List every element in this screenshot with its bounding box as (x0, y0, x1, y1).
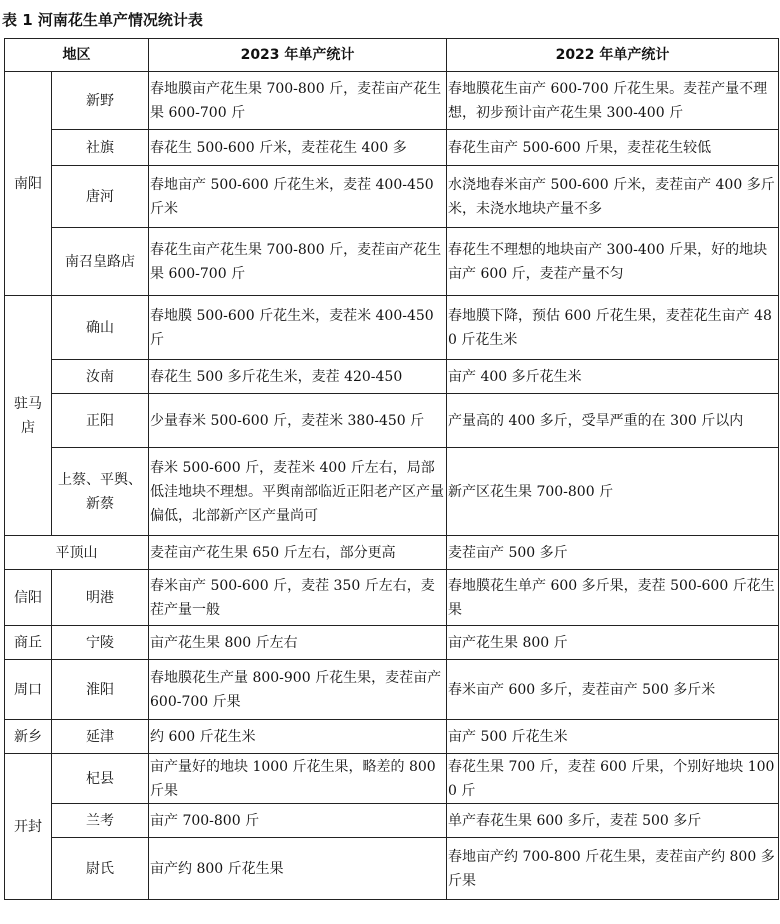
yield-2023-cell: 约 600 斤花生米 (149, 720, 447, 754)
region-cell: 周口 (5, 660, 52, 720)
yield-2023-cell: 春米亩产 500-600 斤，麦茬 350 斤左右，麦茬产量一般 (149, 570, 447, 626)
table-row (5, 360, 779, 394)
yield-2022-cell: 春地亩产约 700-800 斤花生果，麦茬亩产约 800 多斤果 (447, 838, 779, 900)
table-row (5, 394, 779, 448)
yield-2022-cell: 春花生亩产 500-600 斤果，麦茬花生较低 (447, 130, 779, 166)
table-row (5, 536, 779, 570)
table-row (5, 838, 779, 900)
peanut-yield-table (4, 38, 779, 900)
header-2022: 2022 年单产统计 (447, 39, 779, 72)
sub-region-cell: 确山 (52, 296, 149, 360)
sub-region-cell: 唐河 (52, 166, 149, 228)
table-row (5, 754, 779, 804)
sub-region-cell: 上蔡、平舆、新蔡 (52, 448, 149, 536)
sub-region-cell: 汝南 (52, 360, 149, 394)
region-cell: 开封 (5, 754, 52, 900)
yield-2022-cell: 春地膜花生单产 600 多斤果，麦茬 500-600 斤花生果 (447, 570, 779, 626)
table-row (5, 570, 779, 626)
region-cell: 新乡 (5, 720, 52, 754)
header-region: 地区 (5, 39, 149, 72)
yield-2022-cell: 亩产 400 多斤花生米 (447, 360, 779, 394)
sub-region-cell: 尉氏 (52, 838, 149, 900)
table-row (5, 626, 779, 660)
yield-2023-cell: 春地膜花生产量 800-900 斤花生果，麦茬亩产 600-700 斤果 (149, 660, 447, 720)
header-2023: 2023 年单产统计 (149, 39, 447, 72)
table-row (5, 660, 779, 720)
sub-region-cell: 正阳 (52, 394, 149, 448)
region-cell: 驻马店 (5, 296, 52, 536)
yield-2022-cell: 产量高的 400 多斤，受旱严重的在 300 斤以内 (447, 394, 779, 448)
table-row (5, 130, 779, 166)
yield-2023-cell: 春地亩产 500-600 斤花生米，麦茬 400-450 斤米 (149, 166, 447, 228)
yield-2022-cell: 亩产 500 斤花生米 (447, 720, 779, 754)
yield-2022-cell: 春地膜花生亩产 600-700 斤花生果。麦茬产量不理想，初步预计亩产花生果 300-400 斤 (447, 72, 779, 130)
region-cell: 平顶山 (5, 536, 149, 570)
region-cell: 商丘 (5, 626, 52, 660)
region-cell: 信阳 (5, 570, 52, 626)
yield-2022-cell: 春花生果 700 斤，麦茬 600 斤果，个别好地块 1000 斤 (447, 754, 779, 804)
yield-2023-cell: 春地膜 500-600 斤花生米，麦茬米 400-450 斤 (149, 296, 447, 360)
yield-2023-cell: 春花生亩产花生果 700-800 斤，麦茬亩产花生果 600-700 斤 (149, 228, 447, 296)
sub-region-cell: 社旗 (52, 130, 149, 166)
sub-region-cell: 新野 (52, 72, 149, 130)
yield-2023-cell: 亩产花生果 800 斤左右 (149, 626, 447, 660)
table-row (5, 804, 779, 838)
yield-2023-cell: 亩产约 800 斤花生果 (149, 838, 447, 900)
yield-2023-cell: 亩产量好的地块 1000 斤花生果，略差的 800 斤果 (149, 754, 447, 804)
yield-2022-cell: 单产春花生果 600 多斤，麦茬 500 多斤 (447, 804, 779, 838)
sub-region-cell: 明港 (52, 570, 149, 626)
sub-region-cell: 杞县 (52, 754, 149, 804)
table-row (5, 720, 779, 754)
table-row (5, 296, 779, 360)
yield-2022-cell: 新产区花生果 700-800 斤 (447, 448, 779, 536)
yield-2023-cell: 春花生 500-600 斤米，麦茬花生 400 多 (149, 130, 447, 166)
table-row (5, 72, 779, 130)
yield-2023-cell: 春花生 500 多斤花生米，麦茬 420-450 (149, 360, 447, 394)
yield-2022-cell: 麦茬亩产 500 多斤 (447, 536, 779, 570)
sub-region-cell: 延津 (52, 720, 149, 754)
yield-2022-cell: 春地膜下降，预估 600 斤花生果，麦茬花生亩产 480 斤花生米 (447, 296, 779, 360)
sub-region-cell: 淮阳 (52, 660, 149, 720)
yield-2022-cell: 春米亩产 600 多斤，麦茬亩产 500 多斤米 (447, 660, 779, 720)
table-row (5, 228, 779, 296)
sub-region-cell: 宁陵 (52, 626, 149, 660)
sub-region-cell: 兰考 (52, 804, 149, 838)
yield-2023-cell: 春地膜亩产花生果 700-800 斤，麦茬亩产花生果 600-700 斤 (149, 72, 447, 130)
yield-2022-cell: 春花生不理想的地块亩产 300-400 斤果，好的地块亩产 600 斤，麦茬产量不匀 (447, 228, 779, 296)
yield-2022-cell: 亩产花生果 800 斤 (447, 626, 779, 660)
region-cell: 南阳 (5, 72, 52, 296)
table-title: 表 1 河南花生单产情况统计表 (2, 11, 203, 29)
yield-2023-text: 春米 500-600 斤，麦茬米 400 斤左右，局部低洼地块不理想。平舆南部临近正阳老产区产量偏低，北部新产区产量尚可 (150, 459, 444, 524)
header-row (5, 39, 779, 72)
sub-region-cell: 南召皇路店 (52, 228, 149, 296)
yield-2022-cell: 水浇地春米亩产 500-600 斤米，麦茬亩产 400 多斤米，未浇水地块产量不多 (447, 166, 779, 228)
table-row (5, 166, 779, 228)
yield-2023-cell: 少量春米 500-600 斤，麦茬米 380-450 斤 (149, 394, 447, 448)
yield-2023-cell (149, 448, 447, 536)
yield-2023-cell: 麦茬亩产花生果 650 斤左右，部分更高 (149, 536, 447, 570)
table-row (5, 448, 779, 536)
yield-2023-cell: 亩产 700-800 斤 (149, 804, 447, 838)
